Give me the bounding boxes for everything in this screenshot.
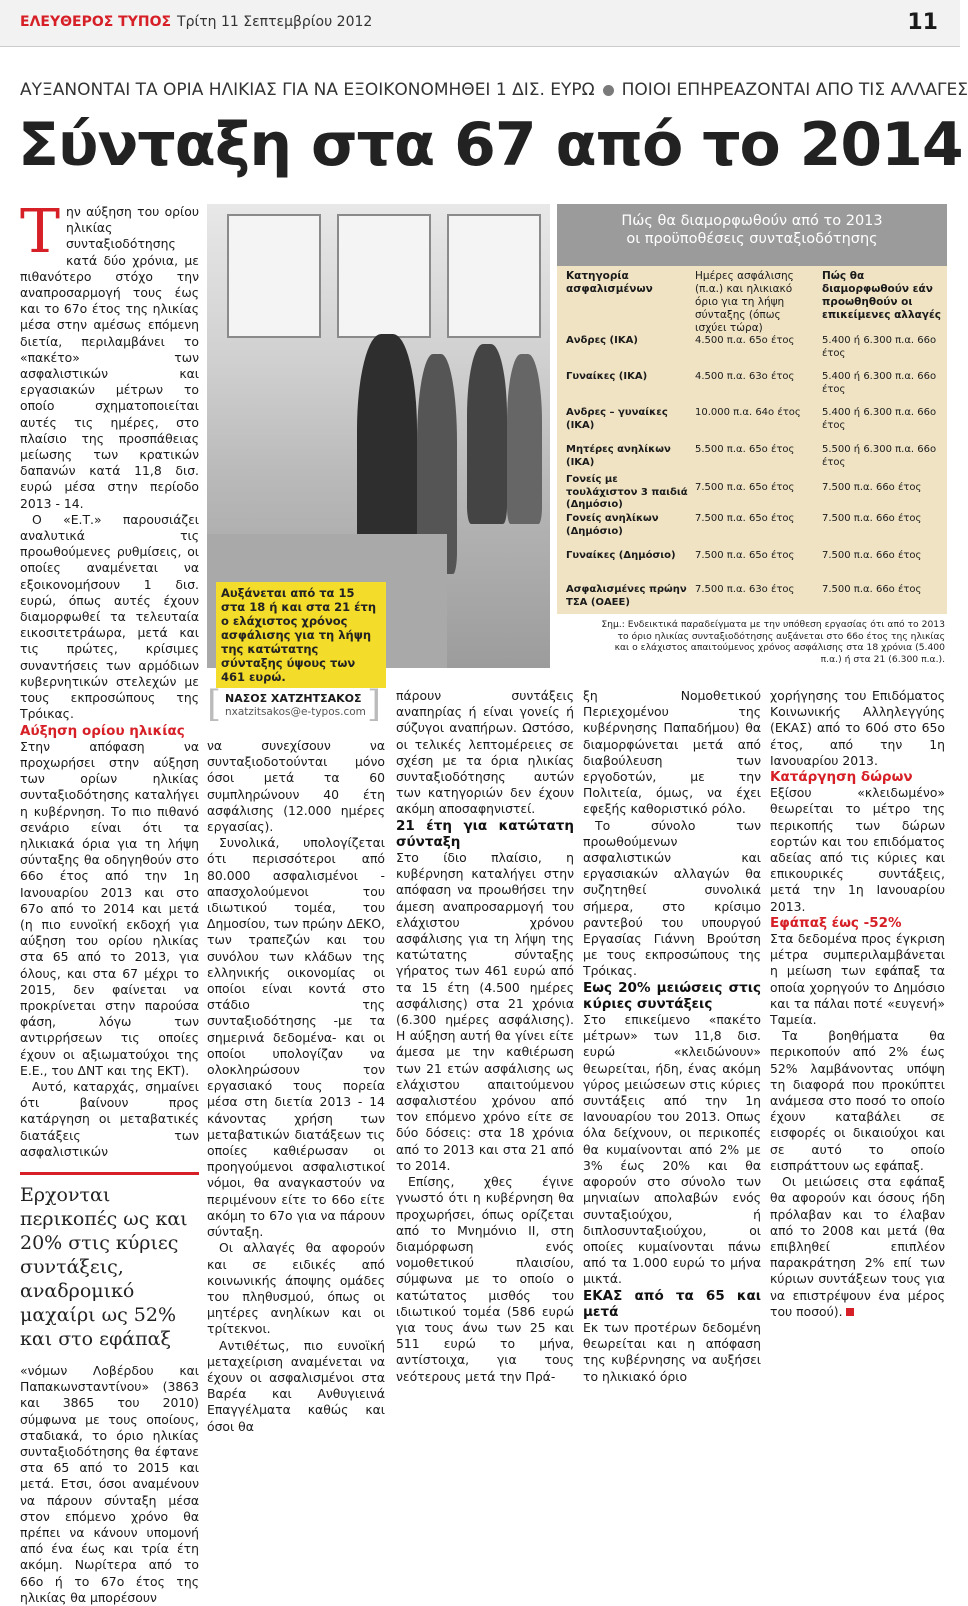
- paragraph: πάρουν συντάξεις αναπηρίας ή είναι γονείς ή σύζυγοι αναπήρων. Ωστόσο, οι τελικές λεπτομέρειες σε σχέση με τα όρια ηλικίας συνταξιοδότησης αυτών των κατηγοριών δεν έχουν ακόμη αποσαφηνιστεί.: [396, 688, 574, 817]
- bullet-icon: [603, 85, 614, 96]
- end-mark-icon: [846, 1308, 854, 1316]
- paragraph: χορήγησης του Επιδόματος Κοινωνικής Αλληλεγγύης (ΕΚΑΣ) από το 60ό στο 65ο έτος, από την 1η Ιανουαρίου 2013.: [770, 688, 945, 768]
- masthead-bar: [0, 0, 960, 47]
- paper-name: ΕΛΕΥΘΕΡΟΣ ΤΥΠΟΣ: [20, 14, 172, 30]
- table-cell: 5.400 ή 6.300 π.α. 66ο έτος: [822, 371, 937, 395]
- table-cell: 7.500 π.α. 66ο έτος: [822, 550, 922, 561]
- table-header: Κατηγορία ασφαλισμένων: [566, 270, 653, 295]
- paragraph: Επίσης, χθες έγινε γνωστό ότι η κυβέρνηση θα προχωρήσει, όπως ορίζεται από το Μνημόνιο ΙΙ, στη διαμόρφωση ενός νομοθετικού πλαισίου, σύμφωνα με το οποίο ο κατώτατος μισθός του ιδιωτικού τομέα (586 ευρώ για τους άνω των 25 και 511 ευρώ το μήνα, αντίστοιχα, για τους νεότερους μετά την Πρά-: [396, 1174, 574, 1384]
- article-column-5: [770, 688, 945, 1319]
- paragraph: Τα βοηθήματα θα περικοπούν από 2% έως 52% λαμβάνοντας υπόψη τη διαφορά που προκύπτει ανάμεσα στο ποσό το οποίο έχουν καταβάλει σε εισφορές οι δικαιούχοι και σε αυτό το οποίο εισπράττουν ως εφάπαξ.: [770, 1028, 945, 1173]
- paragraph: «νόμων Λοβέρδου και Παπακωνσταντίνου» (3863 και 3865 του 2010) σύμφωνα με τους οποίους, σταδιακά, το όριο ηλικίας συνταξιοδότησης θα έφτανε στα 65 από το 2015 και μετά. Ετσι, όσοι αναμένουν να πάρουν σύνταξη μέσα στον επόμενο χρόνο θα πρέπει να κάνουν υπομονή από ένα έως και τρία έτη ακόμη. Νωρίτερα από το 66ο ή το 67ο έτος της ηλικίας θα μπορέσουν: [20, 1362, 199, 1605]
- author-name: ΝΑΣΟΣ ΧΑΤΖΗΤΣΑΚΟΣ: [225, 692, 362, 705]
- byline: [207, 684, 382, 725]
- article-column-4: [583, 688, 761, 1384]
- lead-text: ην αύξηση του ορίου ηλικίας συνταξιοδότησης κατά δύο χρόνια, με πιθανότερο στόχο την αναπροσαρμογή τους έως και το 67ο έτος της ηλικίας μέσα στην αμέσως επόμενη διετία, περιλαμβάνει το «πακέτο» των ασφαλιστικών και εργασιακών μέτρων το οποίο σχηματοποιείται αυτές τις ημέρες, στο πλαίσιο της προσπάθειας μείωσης των κρατικών δαπανών κατά 11,8 δισ. ευρώ μέσα στην περίοδο 2013 - 14.: [20, 204, 199, 511]
- table-title-line: Πώς θα διαμορφωθούν από το 2013: [621, 213, 883, 229]
- paragraph: Αυτό, καταρχάς, σημαίνει ότι βαίνουν προς κατάργηση οι μεταβατικές διατάξεις των ασφαλιστικών: [20, 1078, 199, 1159]
- kicker-left: ΑΥΞΑΝΟΝΤΑΙ ΤΑ ΟΡΙΑ ΗΛΙΚΙΑΣ ΓΙΑ ΝΑ ΕΞΟΙΚΟΝΟΜΗΘΕΙ 1 ΔΙΣ. ΕΥΡΩ: [20, 80, 595, 100]
- table-cell: Γονείς ανηλίκων (Δημόσιο): [566, 513, 659, 537]
- article-column-1: [20, 197, 199, 1605]
- table-cell: Ανδρες (ΙΚΑ): [566, 335, 638, 346]
- table-cell: 7.500 π.α. 66ο έτος: [822, 513, 922, 524]
- paragraph: Αντιθέτως, πιο ευνοϊκή μεταχείριση αναμένεται να έχουν οι ασφαλισμένοι στα Βαρέα και Ανθυγιεινά Επαγγέλματα καθώς και όσοι θα: [207, 1337, 385, 1434]
- table-cell: 7.500 π.α. 63ο έτος: [695, 584, 795, 595]
- paragraph: Το σύνολο των προωθούμενων ασφαλιστικών και εργασιακών αλλαγών θα συζητηθεί συνολικά σήμερα, στο κρίσιμο ραντεβού του υπουργού Εργασίας Γιάννη Βρούτση με τους εκπροσώπους της Τρόικας.: [583, 817, 761, 979]
- photo-window: [337, 214, 431, 338]
- paragraph: Εκ των προτέρων δεδομένη θεωρείται και η απόφαση της κυβέρνησης να αυξήσει το ηλικιακό όριο: [583, 1319, 761, 1384]
- kicker: [20, 80, 968, 100]
- table-cell: Ασφαλισμένες πρώην ΤΣΑ (ΟΑΕΕ): [566, 584, 687, 608]
- table-header: Πώς θα διαμορφωθούν εάν προωθηθούν οι επικείμενες αλλαγές: [822, 270, 942, 321]
- table-cell: Μητέρες ανηλίκων (ΙΚΑ): [566, 444, 671, 468]
- table-cell: 10.000 π.α. 64ο έτος: [695, 407, 801, 418]
- paragraph: Στο επικείμενο «πακέτο μέτρων» των 11,8 δισ. ευρώ «κλειδώνουν» θεωρείται, ήδη, ένας ακόμη γύρος μειώσεων στις κύριες συντάξεις από την 1η Ιανουαρίου του 2013. Οπως όλα δείχνουν, οι περικοπές θα κυμαίνονται από 2% με 3% έως 20% και θα αφορούν στο σύνολο των μηνιαίων απολαβών ενός συνταξιούχου, ή διπλοσυνταξιούχου, οι οποίες κυμαίνονται πάνω από τα 1.000 ευρώ το μήνα μικτά.: [583, 1012, 761, 1287]
- issue-date: Τρίτη 11 Σεπτεμβρίου 2012: [177, 14, 373, 30]
- table-title-line: οι προϋποθέσεις συνταξιοδότησης: [626, 231, 878, 247]
- article-column-3: [396, 688, 574, 1384]
- paragraph: Στην απόφαση να προχωρήσει στην αύξηση των ορίων ηλικίας συνταξιοδότησης καταλήγει η κυβέρνηση. Το πιο πιθανό σενάριο είναι ότι τα ηλικιακά όρια για τη λήψη σύνταξης θα οδηγηθούν στο 66ο έτος από την 1η Ιανουαρίου 2013 και στο 67ο από το 2014 και μετά (η πιο ευνοϊκή εκδοχή για αύξηση του ορίου ηλικίας στα 65 από το 2013, για όλους, και στα 67 μέχρι το 2015, δεν φαίνεται να προκρίνεται στην παρούσα φάση, λόγω των αντιρρήσεων τις οποίες έχουν οι αξιωματούχοι της Ε.Ε., του ΔΝΤ και της ΕΚΤ).: [20, 738, 199, 1078]
- table-cell: 7.500 π.α. 66ο έτος: [822, 482, 922, 493]
- dropcap: Τ: [20, 197, 61, 267]
- subheading: 21 έτη για κατώτατη σύνταξη: [396, 817, 574, 850]
- masthead: [20, 14, 372, 30]
- photo-person: [467, 344, 507, 524]
- table-cell: 5.500 ή 6.300 π.α. 66ο έτος: [822, 444, 937, 468]
- paragraph: να συνεχίσουν να συνταξιοδοτούνται μόνο όσοι μετά τα 60 συμπληρώνουν 40 έτη ασφάλισης (12.000 ημέρες εργασίας).: [207, 738, 385, 835]
- paragraph: Στο ίδιο πλαίσιο, η κυβέρνηση καταλήγει στην απόφαση να προωθήσει την άμεση αναπροσαρμογή του ελάχιστου χρόνου ασφάλισης για τη λήψη της κατώτατης σύνταξης γήρατος των 461 ευρώ από τα 15 έτη (4.500 ημέρες ασφάλισης) στα 21 χρόνια (6.300 ημέρες ασφάλισης). Η αύξηση αυτή θα γίνει είτε άμεσα με την καθιέρωση των 21 ετών ασφάλισης ως ελάχιστου απαιτούμενου ασφαλιστέου χρόνου από τον επόμενο χρόνο είτε σε δύο δόσεις: στα 18 χρόνια από το 2013 και στα 21 από το 2014.: [396, 850, 574, 1173]
- table-cell: 4.500 π.α. 63ο έτος: [695, 371, 795, 382]
- table-cell: 7.500 π.α. 65ο έτος: [695, 550, 795, 561]
- paragraph: Οι αλλαγές θα αφορούν και σε ειδικές από κοινωνικής άποψης ομάδες του πληθυσμού, όπως οι μητέρες ανηλίκων και οι τρίτεκνοι.: [207, 1240, 385, 1337]
- subheading: Κατάργηση δώρων: [770, 769, 913, 786]
- paragraph: ξη Νομοθετικού Περιεχομένου της κυβέρνησης Παπαδήμου) θα διαμορφώνεται μετά από διαβούλευση των εργοδοτών, με την Πολιτεία, όμως, να έχει εφεξής καθοριστικό ρόλο.: [583, 688, 761, 817]
- subheading: Εως 20% μειώσεις στις κύριες συντάξεις: [583, 979, 761, 1012]
- closing-text: Οι μειώσεις στα εφάπαξ θα αφορούν και όσους ήδη πρόλαβαν και το έλαβαν από το 2008 και μετά (θα επιβληθεί επιπλέον παρακράτηση 2% επί των κύριων συντάξεων τους για να επιστρέψουν ένα μέρος του ποσού).: [770, 1174, 945, 1319]
- lead-paragraph: [20, 197, 199, 512]
- photo-window: [227, 214, 321, 338]
- paragraph: Εξίσου «κλειδωμένο» θεωρείται το μέτρο της περικοπής των δώρων εορτών και του επιδόματος αδείας από τις κύριες και επικουρικές συντάξεις, μετά την 1η Ιανουαρίου 2013.: [770, 785, 945, 914]
- table-title: [557, 204, 947, 266]
- subheading: Εφάπαξ έως -52%: [770, 914, 902, 931]
- pension-table: [557, 204, 947, 614]
- table-cell: 5.400 ή 6.300 π.α. 66ο έτος: [822, 407, 937, 431]
- author-email[interactable]: nxatzitsakos@e-typos.com: [225, 706, 366, 718]
- article-column-2: [207, 738, 385, 1434]
- table-cell: Ανδρες – γυναίκες (ΙΚΑ): [566, 407, 668, 431]
- photo-person: [507, 354, 542, 524]
- pull-quote: Ερχονται περικοπές ως και 20% στις κύριες συντάξεις, αναδρομικό μαχαίρι ως 52% και στο εφάπαξ: [20, 1172, 199, 1351]
- subheading: Αύξηση ορίου ηλικίας: [20, 722, 185, 739]
- photo-caption: Αυξάνεται από τα 15 στα 18 ή και στα 21 έτη ο ελάχιστος χρόνος ασφάλισης για τη λήψη της κατώτατης σύνταξης ύψους των 461 ευρώ.: [216, 582, 386, 688]
- photo-window: [447, 214, 541, 338]
- paragraph: Ο «Ε.Τ.» παρουσιάζει αναλυτικά τις προωθούμενες ρυθμίσεις, οι οποίες αναμένεται να εξοικονομήσουν 1 δισ. ευρώ, όπως αυτές έχουν διαμορφωθεί τα τελευταία εικοσιτετράωρα, μετά και τις πρώτες, κρίσιμες συναντήσεις των αρμόδιων κυβερνητικών στελεχών με τους εκπροσώπους της Τρόικας.: [20, 511, 199, 722]
- paragraph: [770, 1174, 945, 1320]
- paragraph: Στα δεδομένα προς έγκριση μέτρα συμπεριλαμβάνεται η μείωση των εφάπαξ τα οποία χορηγούν το Δημόσιο και τα πάλαι ποτέ «ευγενή» Ταμεία.: [770, 931, 945, 1028]
- table-cell: Γονείς με τουλάχιστον 3 παιδιά (Δημόσιο): [566, 474, 688, 510]
- subheading: ΕΚΑΣ από τα 65 και μετά: [583, 1287, 761, 1320]
- table-cell: 7.500 π.α. 65ο έτος: [695, 482, 795, 493]
- page-number: 11: [907, 10, 938, 35]
- table-cell: 5.400 ή 6.300 π.α. 66ο έτος: [822, 335, 937, 359]
- table-cell: 4.500 π.α. 65ο έτος: [695, 335, 795, 346]
- table-cell: 5.500 π.α. 65ο έτος: [695, 444, 795, 455]
- table-cell: 7.500 π.α. 65ο έτος: [695, 513, 795, 524]
- table-cell: Γυναίκες (Δημόσιο): [566, 550, 676, 561]
- table-cell: Γυναίκες (ΙΚΑ): [566, 371, 648, 382]
- kicker-right: ΠΟΙΟΙ ΕΠΗΡΕΑΖΟΝΤΑΙ ΑΠΟ ΤΙΣ ΑΛΛΑΓΕΣ: [621, 80, 968, 100]
- paragraph: Συνολικά, υπολογίζεται ότι περισσότεροι από 80.000 ασφαλισμένοι - απασχολούμενοι του ιδιωτικού τομέα, του Δημοσίου, των πρώην ΔΕΚΟ, των τραπεζών και του συνόλου των κλάδων της ελληνικής οικονομίας οι οποίοι είναι κοντά στο στάδιο της συνταξιοδότησης -με τα σημερινά δεδομένα- και οι οποίοι υπολογίζαν να ολοκληρώσουν τον εργασιακό τους πορεία μέσα στη διετία 2013 - 14 κάνοντας χρήση των μεταβατικών διατάξεων τις οποίες καθιέρωσαν οι προηγούμενοι ασφαλιστικοί νόμοι, θα αναγκαστούν να περιμένουν είτε το 66ο είτε ακόμη το 67ο για να πάρουν σύνταξη.: [207, 835, 385, 1240]
- table-note: Σημ.: Ενδεικτικά παραδείγματα με την υπόθεση εργασίας ότι από το 2013 το όριο ηλικίας συνταξιοδότησης αυξάνεται στο 66ο έτος της ηλικίας και ο ελάχιστος απαιτούμενος χρόνος ασφάλισης στα 18 χρόνια (5.400 π.α.) ή στα 21 (6.300 π.α.).: [601, 619, 945, 665]
- bracket-right-icon: ]: [367, 684, 382, 725]
- table-header: Ημέρες ασφάλισης (π.α.) και ηλικιακό όριο για τη λήψη σύνταξης (όπως ισχύει τώρα): [695, 270, 794, 334]
- headline: Σύνταξη στα 67 από το 2014: [18, 110, 963, 180]
- bracket-left-icon: [: [207, 684, 222, 725]
- table-cell: 7.500 π.α. 66ο έτος: [822, 584, 922, 595]
